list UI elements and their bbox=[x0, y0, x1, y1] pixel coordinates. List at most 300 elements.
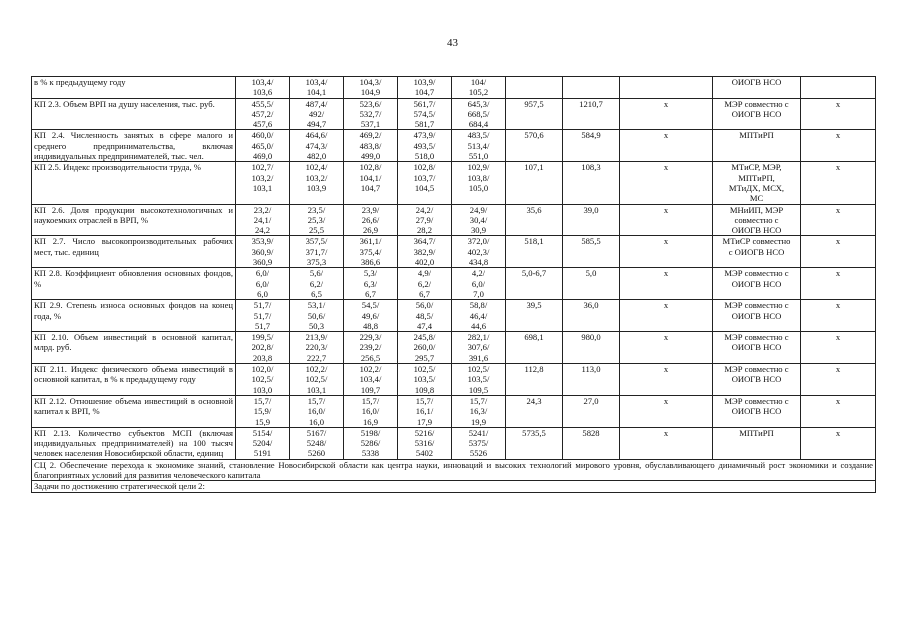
value-line: 483,8/ bbox=[359, 140, 382, 151]
value-line: 469,2/ bbox=[359, 130, 382, 141]
value-line: 645,3/ bbox=[467, 98, 490, 109]
value-cell bbox=[344, 204, 398, 236]
value-line: 104,1/ bbox=[359, 172, 382, 183]
value-cell bbox=[452, 77, 506, 99]
responsible-line: МС bbox=[749, 193, 764, 204]
value-line: 104,7 bbox=[414, 87, 435, 98]
value-line: 26,9 bbox=[362, 225, 379, 236]
target-cell-1: 570,6 bbox=[506, 130, 563, 162]
value-line: 16,0/ bbox=[361, 406, 380, 417]
value-cell bbox=[236, 427, 290, 459]
value-line: 104,3/ bbox=[359, 77, 382, 87]
value-cell bbox=[398, 300, 452, 332]
target-cell-1: 957,5 bbox=[506, 98, 563, 130]
value-line: 102,5/ bbox=[467, 364, 490, 375]
value-line: 15,9 bbox=[254, 416, 271, 427]
value-cell bbox=[290, 268, 344, 300]
indicators-table bbox=[31, 76, 876, 493]
value-line: 364,7/ bbox=[413, 236, 436, 247]
mark-cell-2: х bbox=[801, 130, 876, 162]
responsible-cell bbox=[713, 332, 801, 364]
tasks-header: Задачи по достижению стратегической цели 2: bbox=[32, 481, 876, 492]
table-row bbox=[32, 130, 876, 162]
table-row bbox=[32, 395, 876, 427]
value-cell bbox=[290, 77, 344, 99]
value-cell bbox=[236, 162, 290, 204]
responsible-line: ОИОГВ НСО bbox=[731, 108, 782, 119]
responsible-line: МПТиРП bbox=[739, 130, 774, 141]
value-line: 469,0 bbox=[252, 151, 273, 162]
value-cell bbox=[236, 204, 290, 236]
value-line: 24,9/ bbox=[469, 204, 488, 215]
value-cell bbox=[452, 98, 506, 130]
value-line: 103,6 bbox=[252, 87, 273, 98]
value-cell bbox=[236, 395, 290, 427]
value-cell bbox=[236, 332, 290, 364]
value-line: 5375/ bbox=[468, 438, 489, 449]
value-line: 51,7/ bbox=[253, 300, 272, 311]
value-line: 5216/ bbox=[414, 427, 435, 438]
mark-cell: х bbox=[620, 364, 713, 396]
value-line: 19,9 bbox=[470, 416, 487, 427]
value-line: 5338 bbox=[361, 448, 380, 459]
value-cell bbox=[398, 204, 452, 236]
mark-cell: х bbox=[620, 162, 713, 204]
value-line: 58,8/ bbox=[469, 300, 488, 311]
value-line: 50,3 bbox=[308, 320, 325, 331]
value-line: 30,4/ bbox=[469, 214, 488, 225]
responsible-cell bbox=[713, 236, 801, 268]
value-line: 54,5/ bbox=[361, 300, 380, 311]
value-line: 5526 bbox=[469, 448, 488, 459]
value-line: 6,2/ bbox=[417, 278, 432, 289]
table-row bbox=[32, 268, 876, 300]
value-line: 6,0/ bbox=[471, 278, 486, 289]
value-cell bbox=[344, 236, 398, 268]
target-cell-2: 27,0 bbox=[563, 395, 620, 427]
mark-cell: х bbox=[620, 236, 713, 268]
value-line: 105,0 bbox=[468, 182, 489, 193]
value-line: 5204/ bbox=[252, 438, 273, 449]
table-row bbox=[32, 236, 876, 268]
value-line: 25,3/ bbox=[307, 214, 326, 225]
value-line: 282,1/ bbox=[467, 332, 490, 343]
value-cell bbox=[398, 162, 452, 204]
value-cell bbox=[344, 427, 398, 459]
responsible-line: ОИОГВ НСО bbox=[731, 77, 782, 87]
indicator-label: КП 2.6. Доля продукции высокотехнологичных и наукоемких отраслей в ВРП, % bbox=[32, 204, 236, 236]
value-cell bbox=[290, 162, 344, 204]
value-line: 402,0 bbox=[414, 257, 435, 268]
tasks-row bbox=[32, 481, 876, 492]
value-line: 482,0 bbox=[306, 151, 327, 162]
mark-cell-2: х bbox=[801, 162, 876, 204]
value-cell bbox=[344, 268, 398, 300]
value-cell bbox=[398, 236, 452, 268]
value-line: 16,0 bbox=[308, 416, 325, 427]
value-cell bbox=[398, 98, 452, 130]
value-line: 4,2/ bbox=[471, 268, 486, 279]
value-line: 103,4/ bbox=[305, 77, 328, 87]
value-line: 109,8 bbox=[414, 384, 435, 395]
value-line: 103,0 bbox=[252, 384, 273, 395]
responsible-line: ОИОГВ НСО bbox=[731, 406, 782, 417]
indicator-label: КП 2.8. Коэффициент обновления основных фондов, % bbox=[32, 268, 236, 300]
mark-cell-2: х bbox=[801, 204, 876, 236]
responsible-cell bbox=[713, 268, 801, 300]
value-line: 103,2/ bbox=[251, 172, 274, 183]
value-cell bbox=[452, 332, 506, 364]
value-line: 473,9/ bbox=[413, 130, 436, 141]
mark-cell: х bbox=[620, 130, 713, 162]
goal-note: СЦ 2. Обеспечение перехода к экономике знаний, становление Новосибирской области как центра науки, инноваций и высоких технологий мирового уровня, обуславливающего динамичный рост экономики и создание благоприятных условий для развития человеческого капитала bbox=[32, 459, 876, 481]
value-line: 103,8/ bbox=[467, 172, 490, 183]
value-cell bbox=[290, 427, 344, 459]
responsible-cell bbox=[713, 427, 801, 459]
value-line: 16,1/ bbox=[415, 406, 434, 417]
responsible-cell bbox=[713, 162, 801, 204]
responsible-line: МПТиРП bbox=[739, 427, 774, 438]
target-cell-1: 35,6 bbox=[506, 204, 563, 236]
value-line: 16,3/ bbox=[469, 406, 488, 417]
value-cell bbox=[290, 204, 344, 236]
value-line: 104/ bbox=[470, 77, 487, 87]
value-line: 28,2 bbox=[416, 225, 433, 236]
value-cell bbox=[290, 332, 344, 364]
value-line: 229,3/ bbox=[359, 332, 382, 343]
responsible-cell bbox=[713, 77, 801, 99]
value-cell bbox=[290, 236, 344, 268]
value-line: 5241/ bbox=[468, 427, 489, 438]
value-line: 684,4 bbox=[468, 119, 489, 130]
value-line: 518,0 bbox=[414, 151, 435, 162]
indicator-label: КП 2.12. Отношение объема инвестиций в основной капитал к ВРП, % bbox=[32, 395, 236, 427]
value-line: 44,6 bbox=[470, 320, 487, 331]
value-cell bbox=[452, 300, 506, 332]
value-line: 103,9 bbox=[306, 182, 327, 193]
mark-cell-2: х bbox=[801, 236, 876, 268]
mark-cell-2: х bbox=[801, 427, 876, 459]
value-cell bbox=[290, 364, 344, 396]
value-line: 483,5/ bbox=[467, 130, 490, 141]
value-line: 5191 bbox=[253, 448, 272, 459]
indicator-label: КП 2.11. Индекс физического объема инвестиций в основной капитал, в % к предыдущему году bbox=[32, 364, 236, 396]
table-body bbox=[32, 77, 876, 493]
target-cell-2: 39,0 bbox=[563, 204, 620, 236]
target-cell-1: 5,0-6,7 bbox=[506, 268, 563, 300]
value-cell bbox=[452, 395, 506, 427]
value-line: 492/ bbox=[308, 108, 325, 119]
value-cell bbox=[398, 77, 452, 99]
mark-cell-2: х bbox=[801, 364, 876, 396]
target-cell-1 bbox=[506, 77, 563, 99]
value-line: 375,3 bbox=[306, 257, 327, 268]
value-line: 6,5 bbox=[311, 288, 322, 299]
value-line: 103,7/ bbox=[413, 172, 436, 183]
value-cell bbox=[398, 268, 452, 300]
responsible-line: МЭР совместно с bbox=[724, 268, 789, 279]
value-line: 213,9/ bbox=[305, 332, 328, 343]
value-cell bbox=[452, 236, 506, 268]
value-cell bbox=[236, 300, 290, 332]
value-cell bbox=[452, 364, 506, 396]
value-cell bbox=[344, 77, 398, 99]
indicator-label: КП 2.7. Число высокопроизводительных рабочих мест, тыс. единиц bbox=[32, 236, 236, 268]
value-cell bbox=[452, 427, 506, 459]
mark-cell-2: х bbox=[801, 268, 876, 300]
responsible-line: совместно с bbox=[734, 214, 779, 225]
value-line: 102,0/ bbox=[251, 364, 274, 375]
target-cell-2: 5,0 bbox=[563, 268, 620, 300]
responsible-line: ОИОГВ НСО bbox=[731, 342, 782, 353]
value-line: 6,0/ bbox=[255, 278, 270, 289]
value-line: 561,7/ bbox=[413, 98, 436, 109]
value-cell bbox=[344, 395, 398, 427]
value-cell bbox=[236, 98, 290, 130]
value-line: 464,6/ bbox=[305, 130, 328, 141]
value-line: 15,7/ bbox=[361, 395, 380, 406]
value-line: 220,3/ bbox=[305, 342, 328, 353]
value-line: 15,7/ bbox=[253, 395, 272, 406]
value-line: 239,2/ bbox=[359, 342, 382, 353]
value-line: 465,0/ bbox=[251, 140, 274, 151]
value-line: 102,8/ bbox=[359, 162, 382, 173]
table-row bbox=[32, 204, 876, 236]
value-line: 371,7/ bbox=[305, 246, 328, 257]
value-line: 513,4/ bbox=[467, 140, 490, 151]
value-line: 494,7 bbox=[306, 119, 327, 130]
responsible-line: МЭР совместно с bbox=[724, 395, 789, 406]
responsible-cell bbox=[713, 130, 801, 162]
value-line: 5,6/ bbox=[309, 268, 324, 279]
value-line: 532,7/ bbox=[359, 108, 382, 119]
value-line: 102,5/ bbox=[413, 364, 436, 375]
value-line: 382,9/ bbox=[413, 246, 436, 257]
responsible-cell bbox=[713, 395, 801, 427]
value-cell bbox=[398, 427, 452, 459]
value-line: 15,7/ bbox=[415, 395, 434, 406]
value-line: 360,9 bbox=[252, 257, 273, 268]
value-line: 6,0 bbox=[257, 288, 268, 299]
value-line: 103,4/ bbox=[359, 374, 382, 385]
value-line: 474,3/ bbox=[305, 140, 328, 151]
goal-row bbox=[32, 459, 876, 481]
table-row bbox=[32, 364, 876, 396]
value-line: 7,0 bbox=[473, 288, 484, 299]
value-cell bbox=[290, 98, 344, 130]
value-line: 5167/ bbox=[306, 427, 327, 438]
value-line: 26,6/ bbox=[361, 214, 380, 225]
mark-cell-2 bbox=[801, 77, 876, 99]
target-cell-2: 108,3 bbox=[563, 162, 620, 204]
value-cell bbox=[452, 268, 506, 300]
value-cell bbox=[236, 130, 290, 162]
value-line: 6,3/ bbox=[363, 278, 378, 289]
responsible-line: МНиИП, МЭР bbox=[729, 204, 784, 215]
value-cell bbox=[344, 332, 398, 364]
value-line: 260,0/ bbox=[413, 342, 436, 353]
value-line: 103,1 bbox=[252, 182, 273, 193]
responsible-line: ОИОГВ НСО bbox=[731, 278, 782, 289]
value-line: 103,9/ bbox=[413, 77, 436, 87]
value-line: 202,8/ bbox=[251, 342, 274, 353]
value-line: 23,2/ bbox=[253, 204, 272, 215]
value-line: 5198/ bbox=[360, 427, 381, 438]
value-cell bbox=[452, 162, 506, 204]
target-cell-1: 39,5 bbox=[506, 300, 563, 332]
target-cell-2: 585,5 bbox=[563, 236, 620, 268]
mark-cell: х bbox=[620, 98, 713, 130]
value-cell bbox=[452, 204, 506, 236]
target-cell-1: 112,8 bbox=[506, 364, 563, 396]
value-line: 245,8/ bbox=[413, 332, 436, 343]
responsible-line: МЭР совместно с bbox=[724, 98, 789, 109]
target-cell-1: 518,1 bbox=[506, 236, 563, 268]
responsible-line: ОИОГВ НСО bbox=[731, 225, 782, 236]
value-line: 102,9/ bbox=[467, 162, 490, 173]
value-line: 434,8 bbox=[468, 257, 489, 268]
value-cell bbox=[398, 332, 452, 364]
value-line: 102,8/ bbox=[413, 162, 436, 173]
value-line: 15,7/ bbox=[307, 395, 326, 406]
value-line: 46,4/ bbox=[469, 310, 488, 321]
value-line: 103,5/ bbox=[467, 374, 490, 385]
value-line: 295,7 bbox=[414, 352, 435, 363]
indicator-label: КП 2.5. Индекс производительности труда, % bbox=[32, 162, 236, 204]
indicator-label: в % к предыдущему году bbox=[32, 77, 236, 99]
table-row bbox=[32, 77, 876, 99]
value-line: 375,4/ bbox=[359, 246, 382, 257]
table-row bbox=[32, 332, 876, 364]
mark-cell: х bbox=[620, 332, 713, 364]
value-line: 391,6 bbox=[468, 352, 489, 363]
target-cell-2: 980,0 bbox=[563, 332, 620, 364]
value-line: 50,6/ bbox=[307, 310, 326, 321]
value-cell bbox=[236, 77, 290, 99]
value-line: 372,0/ bbox=[467, 236, 490, 247]
mark-cell-2: х bbox=[801, 300, 876, 332]
value-line: 5154/ bbox=[252, 427, 273, 438]
value-line: 24,2 bbox=[254, 225, 271, 236]
target-cell-1: 5735,5 bbox=[506, 427, 563, 459]
target-cell-2: 584,9 bbox=[563, 130, 620, 162]
target-cell-2 bbox=[563, 77, 620, 99]
value-cell bbox=[290, 130, 344, 162]
value-line: 5316/ bbox=[414, 438, 435, 449]
value-line: 102,5/ bbox=[251, 374, 274, 385]
value-line: 5286/ bbox=[360, 438, 381, 449]
value-line: 493,5/ bbox=[413, 140, 436, 151]
value-line: 5,3/ bbox=[363, 268, 378, 279]
value-line: 6,0/ bbox=[255, 268, 270, 279]
value-line: 668,5/ bbox=[467, 108, 490, 119]
value-line: 27,9/ bbox=[415, 214, 434, 225]
value-line: 499,0 bbox=[360, 151, 381, 162]
value-line: 361,1/ bbox=[359, 236, 382, 247]
value-line: 16,9 bbox=[362, 416, 379, 427]
responsible-line: МТиСР совместно bbox=[722, 236, 791, 247]
value-line: 6,2/ bbox=[309, 278, 324, 289]
value-line: 457,6 bbox=[252, 119, 273, 130]
mark-cell: х bbox=[620, 300, 713, 332]
target-cell-2: 36,0 bbox=[563, 300, 620, 332]
mark-cell: х bbox=[620, 204, 713, 236]
value-line: 360,9/ bbox=[251, 246, 274, 257]
value-cell bbox=[344, 300, 398, 332]
value-line: 457,2/ bbox=[251, 108, 274, 119]
value-line: 103,1 bbox=[306, 384, 327, 395]
value-line: 109,5 bbox=[468, 384, 489, 395]
value-line: 51,7 bbox=[254, 320, 271, 331]
value-cell bbox=[398, 130, 452, 162]
value-line: 48,5/ bbox=[415, 310, 434, 321]
indicator-label: КП 2.3. Объем ВРП на душу населения, тыс. руб. bbox=[32, 98, 236, 130]
value-line: 5248/ bbox=[306, 438, 327, 449]
responsible-line: ОИОГВ НСО bbox=[731, 310, 782, 321]
table-row bbox=[32, 427, 876, 459]
value-cell bbox=[344, 162, 398, 204]
value-line: 23,5/ bbox=[307, 204, 326, 215]
responsible-cell bbox=[713, 204, 801, 236]
mark-cell: х bbox=[620, 395, 713, 427]
value-line: 103,5/ bbox=[413, 374, 436, 385]
responsible-line: ОИОГВ НСО bbox=[731, 374, 782, 385]
value-line: 48,8 bbox=[362, 320, 379, 331]
value-line: 102,2/ bbox=[359, 364, 382, 375]
mark-cell-2: х bbox=[801, 98, 876, 130]
value-cell bbox=[398, 395, 452, 427]
indicator-label: КП 2.13. Количество субъектов МСП (включая индивидуальных предпринимателей) на 100 тысяч человек населения Новосибирской области, единиц bbox=[32, 427, 236, 459]
value-line: 17,9 bbox=[416, 416, 433, 427]
value-cell bbox=[452, 130, 506, 162]
value-line: 103,4/ bbox=[251, 77, 274, 87]
mark-cell bbox=[620, 77, 713, 99]
responsible-line: МЭР совместно с bbox=[724, 332, 789, 343]
value-cell bbox=[236, 268, 290, 300]
value-line: 307,6/ bbox=[467, 342, 490, 353]
value-cell bbox=[290, 300, 344, 332]
value-line: 402,3/ bbox=[467, 246, 490, 257]
value-line: 357,5/ bbox=[305, 236, 328, 247]
value-line: 386,6 bbox=[360, 257, 381, 268]
value-line: 5402 bbox=[415, 448, 434, 459]
value-line: 102,5/ bbox=[305, 374, 328, 385]
value-line: 551,0 bbox=[468, 151, 489, 162]
indicator-label: КП 2.9. Степень износа основных фондов на конец года, % bbox=[32, 300, 236, 332]
value-line: 102,2/ bbox=[305, 364, 328, 375]
value-line: 5260 bbox=[307, 448, 326, 459]
mark-cell: х bbox=[620, 268, 713, 300]
value-line: 30,9 bbox=[470, 225, 487, 236]
value-cell bbox=[344, 130, 398, 162]
value-line: 104,5 bbox=[414, 182, 435, 193]
value-line: 6,7 bbox=[419, 288, 430, 299]
indicator-label: КП 2.10. Объем инвестиций в основной капитал, млрд. руб. bbox=[32, 332, 236, 364]
value-cell bbox=[290, 395, 344, 427]
table-row bbox=[32, 162, 876, 204]
value-line: 455,5/ bbox=[251, 98, 274, 109]
value-line: 15,7/ bbox=[469, 395, 488, 406]
indicator-label: КП 2.4. Численность занятых в сфере малого и среднего предпринимательства, включая индивидуальных предпринимателей, тыс. чел. bbox=[32, 130, 236, 162]
mark-cell-2: х bbox=[801, 332, 876, 364]
value-line: 199,5/ bbox=[251, 332, 274, 343]
value-line: 353,9/ bbox=[251, 236, 274, 247]
mark-cell-2: х bbox=[801, 395, 876, 427]
value-line: 24,1/ bbox=[253, 214, 272, 225]
value-line: 47,4 bbox=[416, 320, 433, 331]
target-cell-2: 1210,7 bbox=[563, 98, 620, 130]
value-cell bbox=[344, 364, 398, 396]
